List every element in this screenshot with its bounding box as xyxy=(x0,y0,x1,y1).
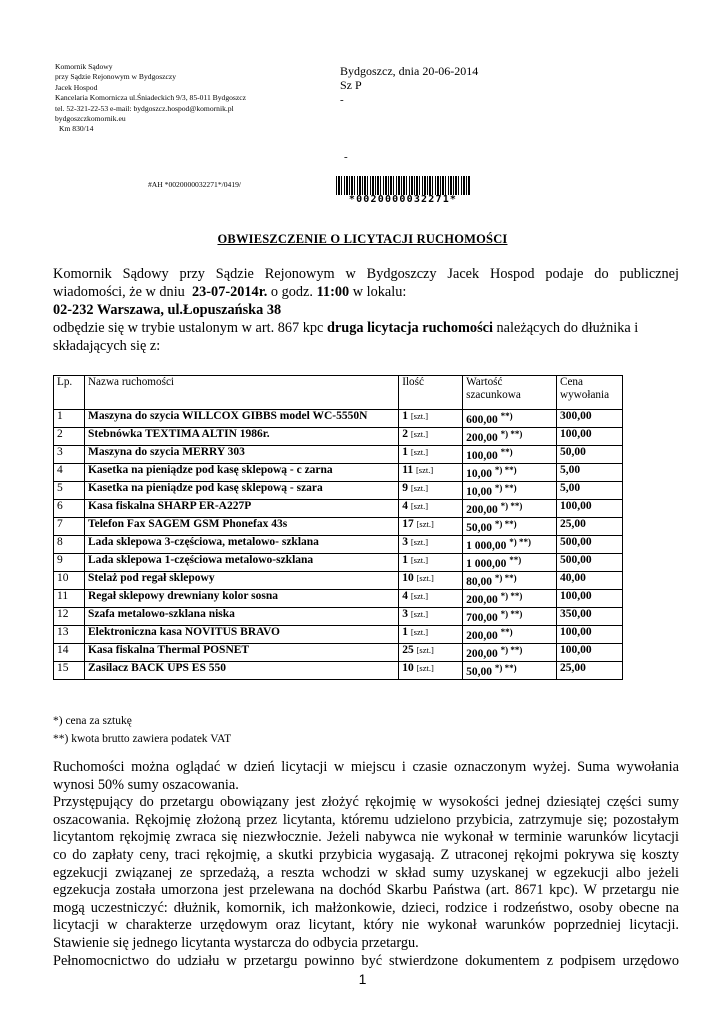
reference-code: #AH *0020000032271*/0419/ xyxy=(148,180,242,189)
row-lp: 13 xyxy=(54,626,85,644)
table-row xyxy=(54,500,623,518)
row-lp: 9 xyxy=(54,554,85,572)
table-row xyxy=(54,410,623,428)
intro-text: w lokalu: xyxy=(352,284,407,300)
row-item-name: Maszyna do szycia WILLCOX GIBBS model WC-5550N xyxy=(84,410,398,428)
row-estimated-value: 50,00 *) **) xyxy=(463,662,557,680)
table-row xyxy=(54,572,623,590)
row-lp: 14 xyxy=(54,644,85,662)
row-item-name: Lada sklepowa 1-częściowa metalowo-szklana xyxy=(84,554,398,572)
table-row xyxy=(54,554,623,572)
terms-paragraph xyxy=(53,759,679,970)
row-starting-price: 100,00 xyxy=(557,590,623,608)
table-row xyxy=(54,428,623,446)
barcode xyxy=(336,176,470,206)
row-quantity: 1 [szt.] xyxy=(399,410,463,428)
office-line: Komornik Sądowy xyxy=(55,62,113,71)
row-estimated-value: 200,00 *) **) xyxy=(463,644,557,662)
row-quantity: 4 [szt.] xyxy=(399,590,463,608)
row-item-name: Szafa metalowo-szklana niska xyxy=(84,608,398,626)
table-row xyxy=(54,662,623,680)
office-line: Kancelaria Komornicza ul.Śniadeckich 9/3, 85-011 Bydgoszcz xyxy=(55,93,246,103)
row-lp: 5 xyxy=(54,482,85,500)
table-row xyxy=(54,644,623,662)
auction-date: 23-07-2014r. xyxy=(191,284,268,300)
intro-text: należących do dłużnika i xyxy=(496,320,639,336)
row-lp: 1 xyxy=(54,410,85,428)
row-estimated-value: 1 000,00 *) **) xyxy=(463,536,557,554)
row-estimated-value: 200,00 *) **) xyxy=(463,590,557,608)
terms-line: Ruchomości można oglądać w dzień licytacji w miejscu i czasie oznaczonym wyżej. Suma wywołania xyxy=(53,759,679,775)
row-estimated-value: 100,00 **) xyxy=(463,446,557,464)
row-lp: 6 xyxy=(54,500,85,518)
row-item-name: Zasilacz BACK UPS ES 550 xyxy=(84,662,398,680)
page-number: 1 xyxy=(358,971,367,987)
row-quantity: 1 [szt.] xyxy=(399,446,463,464)
place-date: Bydgoszcz, dnia 20-06-2014 xyxy=(340,64,479,78)
footnote: *) cena za sztukę xyxy=(53,715,132,727)
header-price: Cena wywołania xyxy=(557,376,623,410)
row-item-name: Stelaż pod regał sklepowy xyxy=(84,572,398,590)
row-starting-price: 500,00 xyxy=(557,536,623,554)
header-lp: Lp. xyxy=(54,376,85,410)
footnote: **) kwota brutto zawiera podatek VAT xyxy=(53,733,232,745)
row-lp: 2 xyxy=(54,428,85,446)
row-lp: 3 xyxy=(54,446,85,464)
row-estimated-value: 10,00 *) **) xyxy=(463,482,557,500)
row-starting-price: 25,00 xyxy=(557,518,623,536)
intro-text: odbędzie się w trybie ustalonym w art. 867 kpc xyxy=(53,320,324,336)
office-line: Jacek Hospod xyxy=(55,82,98,92)
row-estimated-value: 50,00 *) **) xyxy=(463,518,557,536)
items-table xyxy=(53,375,623,680)
row-lp: 10 xyxy=(54,572,85,590)
intro-text: wiadomości, że w dniu xyxy=(53,284,185,300)
row-lp: 15 xyxy=(54,662,85,680)
terms-line: mogą uczestniczyć: dłużnik, komornik, ich małżonkowie, dzieci, rodzice i rodzeństwo, osoby obecne na xyxy=(53,899,679,916)
intro-line: składających się z: xyxy=(53,338,161,354)
row-quantity: 11 [szt.] xyxy=(399,464,463,482)
terms-line: egzekucji związanej ze sprzedażą, a reszta wchodzi w skład sumy uzyskanej w egzekucji albo jeżeli xyxy=(53,864,679,881)
table-row xyxy=(54,446,623,464)
table-row xyxy=(54,482,623,500)
header-value: Wartość szacunkowa xyxy=(463,376,557,410)
intro-line xyxy=(53,319,679,337)
table-row xyxy=(54,536,623,554)
row-item-name: Telefon Fax SAGEM GSM Phonefax 43s xyxy=(84,518,398,536)
row-starting-price: 100,00 xyxy=(557,626,623,644)
row-quantity: 9 [szt.] xyxy=(399,482,463,500)
row-item-name: Lada sklepowa 3-częściowa, metalowo- szklana xyxy=(84,536,398,554)
office-line: tel. 52-321-22-53 e-mail: bydgoszcz.hospod@komornik.pl xyxy=(55,103,234,113)
terms-line: co do zapłaty ceny, traci rękojmię, a skutki przybicia wygasają. Z utraconej rękojmi pokrywa się koszty xyxy=(53,846,679,863)
row-lp: 7 xyxy=(54,518,85,536)
auction-address: 02-232 Warszawa, ul.Łopuszańska 38 xyxy=(53,302,282,318)
row-quantity: 25 [szt.] xyxy=(399,644,463,662)
row-item-name: Elektroniczna kasa NOVITUS BRAVO xyxy=(84,626,398,644)
row-item-name: Kasetka na pieniądze pod kasę sklepową - c zarna xyxy=(84,464,398,482)
row-lp: 4 xyxy=(54,464,85,482)
row-estimated-value: 200,00 *) **) xyxy=(463,500,557,518)
row-item-name: Kasetka na pieniądze pod kasę sklepową - szara xyxy=(84,482,398,500)
intro-line: Komornik Sądowy przy Sądzie Rejonowym w Bydgoszczy Jacek Hospod podaje do publicznej xyxy=(53,266,679,282)
terms-line: wynosi 50% sumy oszacowania. xyxy=(53,776,239,793)
row-starting-price: 350,00 xyxy=(557,608,623,626)
row-estimated-value: 10,00 *) **) xyxy=(463,464,557,482)
page-title: OBWIESZCZENIE O LICYTACJI RUCHOMOŚCI xyxy=(217,232,508,246)
row-item-name: Kasa fiskalna SHARP ER-A227P xyxy=(84,500,398,518)
terms-line: oszacowania. Rękojmię złożoną przez licytanta, któremu udzielono przybicia, zatrzymuje się; pozostałym xyxy=(53,811,679,828)
dash-mark: - xyxy=(344,151,348,163)
row-starting-price: 100,00 xyxy=(557,428,623,446)
row-quantity: 10 [szt.] xyxy=(399,572,463,590)
row-item-name: Stebnówka TEXTIMA ALTIN 1986r. xyxy=(84,428,398,446)
auction-type: druga licytacja ruchomości xyxy=(326,320,493,336)
table-header-row xyxy=(54,376,623,410)
table-row xyxy=(54,626,623,644)
row-quantity: 4 [szt.] xyxy=(399,500,463,518)
row-estimated-value: 80,00 *) **) xyxy=(463,572,557,590)
row-estimated-value: 600,00 **) xyxy=(463,410,557,428)
row-starting-price: 5,00 xyxy=(557,482,623,500)
intro-text: o godz. xyxy=(270,284,313,300)
row-item-name: Maszyna do szycia MERRY 303 xyxy=(84,446,398,464)
row-quantity: 17 [szt.] xyxy=(399,518,463,536)
terms-line: licytantom rękojmię zwraca się niezwłocznie. Jeżeli nabywca nie wykonał w terminie warunków licytacji xyxy=(53,829,679,846)
terms-line: Stawienie się jednego licytanta wystarcza do odbycia przetargu. xyxy=(53,934,419,951)
terms-line: egzekucja została umorzona jest przelewana na dochód Skarbu Państwa (art. 8671 kpc). W przetargu nie xyxy=(53,882,679,899)
office-line: przy Sądzie Rejonowym w Bydgoszczy xyxy=(55,72,177,82)
row-starting-price: 5,00 xyxy=(557,464,623,482)
row-starting-price: 50,00 xyxy=(557,446,623,464)
row-starting-price: 40,00 xyxy=(557,572,623,590)
row-quantity: 1 [szt.] xyxy=(399,626,463,644)
signature-code: Sz P xyxy=(340,78,362,92)
header-name: Nazwa ruchomości xyxy=(84,376,398,410)
table-row xyxy=(54,590,623,608)
row-quantity: 3 [szt.] xyxy=(399,608,463,626)
header-qty: Ilość xyxy=(399,376,463,410)
row-item-name: Regał sklepowy drewniany kolor sosna xyxy=(84,590,398,608)
row-starting-price: 500,00 xyxy=(557,554,623,572)
place-date-block xyxy=(340,64,478,92)
row-lp: 12 xyxy=(54,608,85,626)
row-lp: 11 xyxy=(54,590,85,608)
dash-mark: - xyxy=(340,94,344,106)
row-starting-price: 25,00 xyxy=(557,662,623,680)
barcode-text: *0020000032271* xyxy=(348,194,458,205)
row-quantity: 2 [szt.] xyxy=(399,428,463,446)
table-row xyxy=(54,464,623,482)
office-line: bydgoszczkomornik.eu xyxy=(55,114,126,124)
row-estimated-value: 1 000,00 **) xyxy=(463,554,557,572)
terms-line: licytacji w charakterze urzędowym oraz licytant, który nie wykonał warunków poprzedniej licytacji. xyxy=(53,917,679,934)
row-quantity: 10 [szt.] xyxy=(399,662,463,680)
row-quantity: 1 [szt.] xyxy=(399,554,463,572)
case-number: Km 830/14 xyxy=(59,124,94,134)
table-row xyxy=(54,608,623,626)
row-lp: 8 xyxy=(54,536,85,554)
barcode-bars xyxy=(336,176,470,195)
row-starting-price: 300,00 xyxy=(557,410,623,428)
auction-time: 11:00 xyxy=(316,284,350,300)
row-starting-price: 100,00 xyxy=(557,500,623,518)
row-quantity: 3 [szt.] xyxy=(399,536,463,554)
terms-line: Pełnomocnictwo do udziału w przetargu powinno być stwierdzone dokumentem z podpisem urzędowo xyxy=(53,952,679,969)
intro-line xyxy=(53,283,679,301)
bailiff-office-header xyxy=(55,62,246,135)
row-item-name: Kasa fiskalna Thermal POSNET xyxy=(84,644,398,662)
table-row xyxy=(54,518,623,536)
row-estimated-value: 700,00 *) **) xyxy=(463,608,557,626)
terms-line: Przystępujący do przetargu obowiązany jest złożyć rękojmię w wysokości jednej dziesiątej części sumy xyxy=(53,794,679,811)
row-estimated-value: 200,00 *) **) xyxy=(463,428,557,446)
row-estimated-value: 200,00 **) xyxy=(463,626,557,644)
row-starting-price: 100,00 xyxy=(557,644,623,662)
footnotes xyxy=(53,712,231,748)
intro-paragraph xyxy=(53,265,679,355)
